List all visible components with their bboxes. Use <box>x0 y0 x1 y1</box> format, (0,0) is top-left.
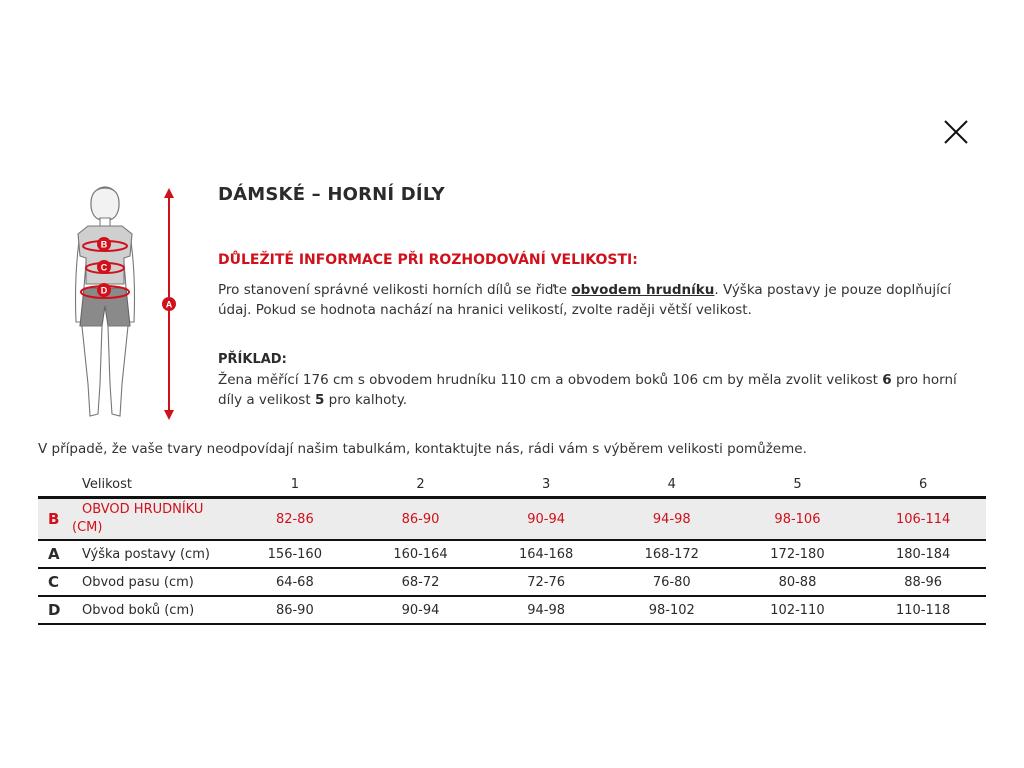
example-paragraph <box>218 370 978 410</box>
example-text-3: pro kalhoty. <box>324 392 408 408</box>
size-header-1: 1 <box>232 472 358 498</box>
table-cell: 102-110 <box>770 602 825 618</box>
example-label: PŘÍKLAD: <box>218 352 287 367</box>
table-cell: 86-90 <box>275 602 314 618</box>
marker-a <box>162 297 176 311</box>
table-row-waist <box>38 568 986 596</box>
table-cell: 80-88 <box>778 574 817 590</box>
info-text-end: . Výška postavy je pouze doplňující údaj. Pokud se hodnota nachází na hranici velikostí, zvolte raději větší velikost. <box>218 282 952 318</box>
row-label <box>72 498 232 541</box>
size-header-4: 4 <box>609 472 735 498</box>
info-text-start: Pro stanovení správné velikosti horních dílů se řiďte <box>218 282 572 298</box>
key-header-cell <box>38 472 78 498</box>
table-cell: 94-98 <box>527 602 566 618</box>
table-cell: 68-72 <box>401 574 440 590</box>
size-table <box>38 472 986 625</box>
row-label: Obvod boků (cm) <box>82 602 195 618</box>
table-cell: 180-184 <box>895 546 951 562</box>
table-cell: 64-68 <box>275 574 314 590</box>
example-size-bottom: 5 <box>314 392 325 408</box>
info-paragraph <box>218 280 978 320</box>
svg-text:C: C <box>100 262 108 273</box>
row-key: A <box>48 545 60 563</box>
table-cell: 156-160 <box>267 546 322 562</box>
size-header-2: 2 <box>358 472 484 498</box>
svg-text:D: D <box>100 285 108 296</box>
row-label-line1: OBVOD HRUDNÍKU <box>82 502 204 517</box>
table-cell: 98-102 <box>648 602 695 618</box>
table-row-hips <box>38 596 986 624</box>
body-measurement-illustration <box>66 184 196 424</box>
table-cell: 160-164 <box>393 546 448 562</box>
size-header-row <box>38 472 986 498</box>
table-cell: 82-86 <box>275 511 314 527</box>
size-header-3: 3 <box>483 472 609 498</box>
size-header-5: 5 <box>735 472 861 498</box>
table-cell: 172-180 <box>770 546 825 562</box>
example-text-1: Žena měřící 176 cm s obvodem hrudníku 110 cm a obvodem boků 106 cm by měla zvolit velikost <box>218 372 883 388</box>
example-size-top: 6 <box>882 372 892 388</box>
table-cell: 110-118 <box>895 602 951 618</box>
marker-d <box>97 283 111 297</box>
svg-text:A: A <box>165 299 173 310</box>
table-cell: 72-76 <box>527 574 566 590</box>
table-cell: 86-90 <box>401 511 440 527</box>
table-cell: 76-80 <box>652 574 691 590</box>
table-row-height <box>38 540 986 568</box>
svg-text:B: B <box>100 239 108 250</box>
contact-note: V případě, že vaše tvary neodpovídají našim tabulkám, kontaktujte nás, rádi vám s výběrem velikosti pomůžeme. <box>38 441 807 457</box>
table-cell: 94-98 <box>652 511 691 527</box>
table-row-chest <box>38 498 986 541</box>
table-cell: 90-94 <box>401 602 440 618</box>
table-cell: 90-94 <box>527 511 566 527</box>
row-label: Obvod pasu (cm) <box>82 574 194 590</box>
table-cell: 88-96 <box>904 574 943 590</box>
close-icon[interactable] <box>940 116 972 148</box>
table-cell: 164-168 <box>518 546 574 562</box>
marker-c <box>97 260 111 274</box>
table-cell: 168-172 <box>644 546 699 562</box>
info-text-emphasis: obvodem hrudníku <box>571 282 715 298</box>
row-key: B <box>48 510 60 528</box>
row-label: Výška postavy (cm) <box>82 546 210 562</box>
size-header-label: Velikost <box>78 472 232 498</box>
table-cell: 98-106 <box>774 511 821 527</box>
important-info-heading: DŮLEŽITÉ INFORMACE PŘI ROZHODOVÁNÍ VELIKOSTI: <box>218 252 638 268</box>
size-header-6: 6 <box>860 472 986 498</box>
example-text-2: pro horní díly a velikost <box>218 372 957 408</box>
row-key: C <box>48 573 60 591</box>
table-cell: 106-114 <box>895 511 951 527</box>
marker-b <box>97 237 111 251</box>
row-label-line2: (CM) <box>72 520 103 535</box>
row-key: D <box>48 601 61 619</box>
page-title: DÁMSKÉ – HORNÍ DÍLY <box>218 184 445 205</box>
